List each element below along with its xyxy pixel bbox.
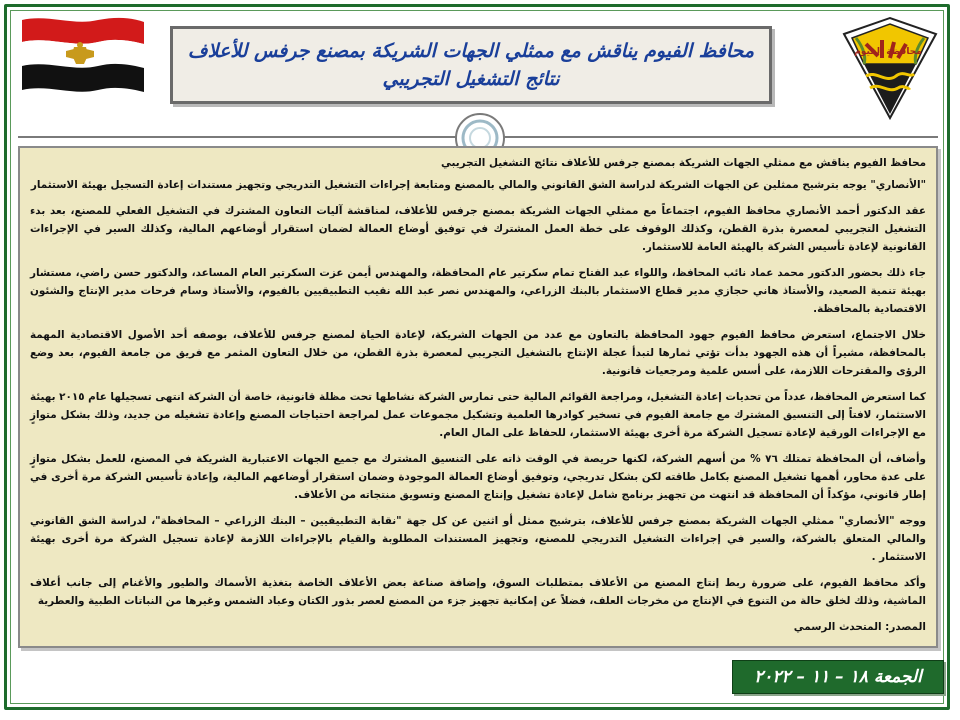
title-box: [170, 26, 772, 104]
article-paragraph: عقد الدكتور أحمد الأنصاري محافظ الفيوم، اجتماعاً مع ممثلي الجهات الشريكة بمصنع جرفس للأعلاف، لمناقشة آليات التعاون المشترك في التشغيل الفعلي للمصنع، بعد بدء التشغيل التجريبي لمعصرة بذرة القطن، وكذلك الوقوف على خطة العمل المشترك في توفيق أوضاع العمالة لضمان استقرار أوضاعهم المالية، وكذلك السير في الإجراءات القانونية لإعادة تأسيس الشركة بالهيئة العامة للاستثمار.: [30, 205, 926, 253]
article-paragraph: خلال الاجتماع، استعرض محافظ الفيوم جهود المحافظة بالتعاون مع عدد من الجهات الشريكة، لإعادة الحياة لمصنع جرفس للأعلاف، بوصفه أحد الأصول الاقتصادية المهمة بالمحافظة، مشيراً أن هذه الجهود بدأت تؤتي ثمارها لتبدأ عجلة الإنتاج بالتشغيل التجريبي لمعصرة بذرة القطن، من خلال التعاون المثمر مع فريق من جامعة الفيوم، بعد وضع الرؤى والمقترحات اللازمة، على أسس علمية ومرجعيات قانونية.: [30, 329, 926, 377]
article-paragraph: وأضاف، أن المحافظة تمتلك ٧٦ % من أسهم الشركة، لكنها حريصة في الوقت ذاته على التنسيق المشترك مع جميع الجهات الاعتبارية الشريكة في المصنع، للعمل بشكل متوازٍ على عدة محاور، أهمها تشغيل المصنع بكامل طاقته لكن بشكل تدريجي، وتوفيق أوضاع العمالة الموجودة وضمان استقرار أوضاعهم المالية، وإعادة تأسيس الشركة مرة أخرى في إطار قانوني، مؤكداً أن المحافظة قد انتهت من تجهيز برنامج شامل لإعادة تشغيل وإنتاج المصنع وتسويق منتجاته من الأعلاف.: [30, 453, 926, 501]
article-paragraph: ووجه "الأنصاري" ممثلي الجهات الشريكة بمصنع جرفس للأعلاف، بترشيح ممثل أو اثنين عن كل جهة "نقابة التطبيقيين – البنك الزراعي – المحافظة"، لدراسة الشق القانوني والمالي المتعلق بالشركة، والسير في إجراءات التشغيل التدريجي للمصنع، وتجهيز المستندات المطلوبة والقيام بالإجراءات اللازمة لإعادة تسجيل الشركة مرة أخرى بهيئة الاستثمار .: [30, 515, 926, 563]
article-source: المصدر: المتحدث الرسمي: [793, 621, 926, 633]
fayoum-governorate-logo-icon: [836, 14, 944, 122]
title-line-2: نتائج التشغيل التجريبي: [382, 68, 560, 90]
article-paragraph: كما استعرض المحافظ، عدداً من تحديات إعادة التشغيل، ومراجعة القوائم المالية حتى تمارس الشركة نشاطها تحت مظلة قانونية، خاصة أن الشركة انتهى تسجيلها عام ٢٠١٥ بهيئة الاستثمار، لافتاً إلى التنسيق المشترك مع جامعة الفيوم في تسخير كوادرها العلمية وتشكيل مجموعات عمل لمراجعة احتياجات المصنع وإعادة تشغيله من جديد، وذلك بشكل متوازٍ مع الإجراءات الورقية لإعادة تسجيل الشركة مرة أخرى بهيئة الاستثمار، للحفاظ على المال العام.: [30, 391, 926, 439]
date-bar: [732, 660, 944, 694]
egypt-flag-icon: [18, 14, 148, 96]
article-paragraph: وأكد محافظ الفيوم، على ضرورة ربط إنتاج المصنع من الأعلاف بمتطلبات السوق، وإضافة صناعة بعض الأعلاف الخاصة بتغذية الأسماك والطيور والأغنام إلى جانب أعلاف الماشية، وذلك لخلق حالة من التنوع في الإنتاج من مخرجات العلف، فضلاً عن إمكانية تجهيز جزء من المصنع لعصر بذور الكتان وعباد الشمس وغيرها من النباتات الطبية والعطرية: [30, 577, 926, 607]
date-text: الجمعة ١٨ – ١١ – ٢٠٢٢: [754, 667, 922, 687]
article-body: [18, 146, 938, 648]
svg-text:محافظة الفيوم: محافظة الفيوم: [854, 47, 922, 57]
article-paragraph-headline: محافظ الفيوم يناقش مع ممثلي الجهات الشريكة بمصنع جرفس للأعلاف نتائج التشغيل التجريبي: [441, 157, 926, 169]
title-line-1: محافظ الفيوم يناقش مع ممثلي الجهات الشريكة بمصنع جرفس للأعلاف: [187, 40, 755, 62]
article-paragraph-subheadline: "الأنصاري" يوجه بترشيح ممثلين عن الجهات الشريكة لدراسة الشق القانوني والمالي بالمصنع ومتابعة إجراءات التشغيل التدريجي وتجهيز مستندات إعادة التسجيل بهيئة الاستثمار: [30, 179, 926, 191]
article-paragraph: جاء ذلك بحضور الدكتور محمد عماد نائب المحافظ، واللواء عبد الفتاح تمام سكرتير عام المحافظة، والمهندس أيمن عزت السكرتير العام المساعد، والدكتور حسن راضي، مستشار بهيئة تنمية الصعيد، والأستاذ هاني حجازي مدير قطاع الاستثمار بالبنك الزراعي، والمهندس نصر عبد الله نقيب التطبيقيين بالفيوم، والأستاذ وسام فرحات مدير الإنتاج والشئون الاقتصادية بالمحافظة.: [30, 267, 926, 315]
